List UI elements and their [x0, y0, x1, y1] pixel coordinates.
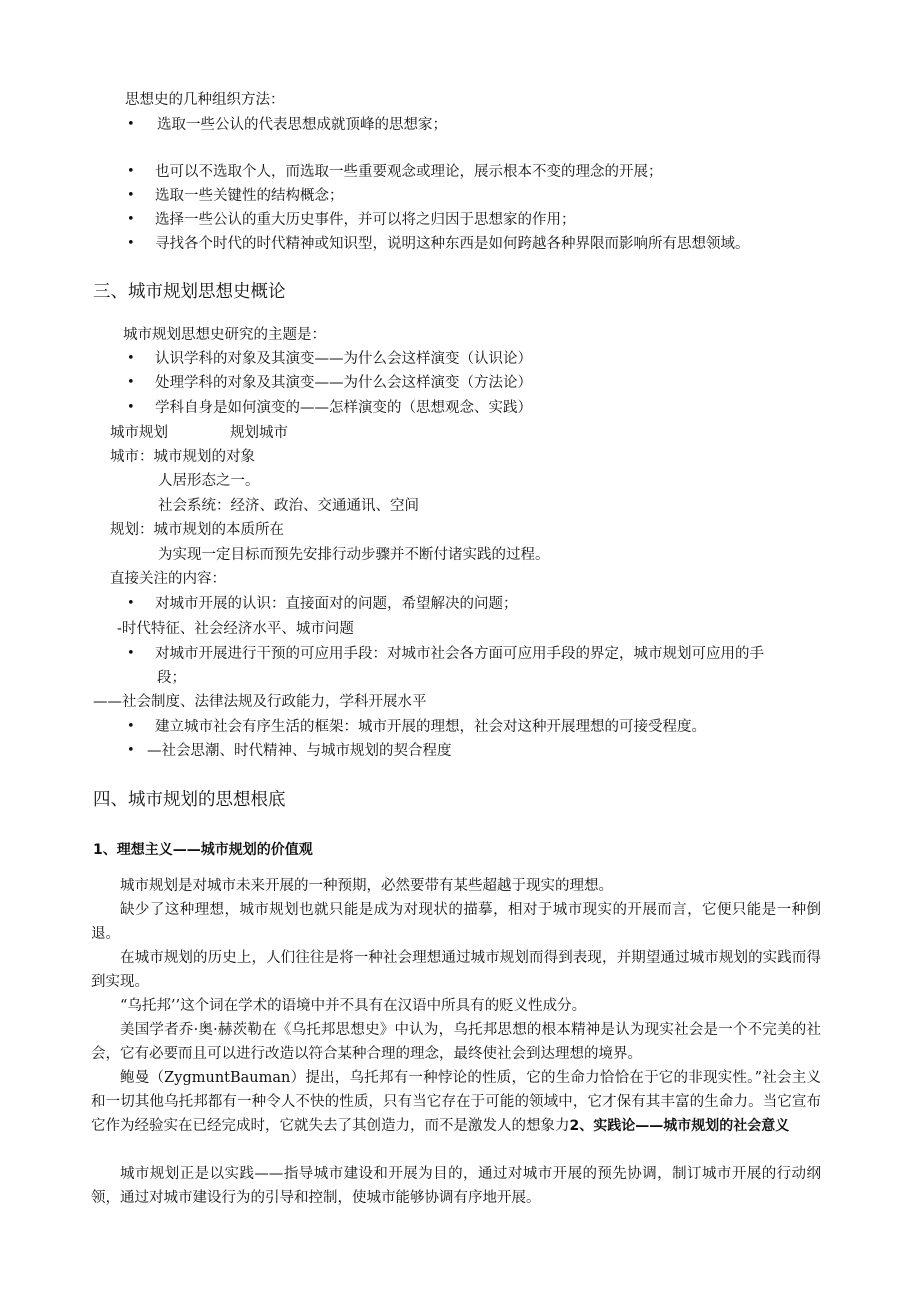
subsection-heading: 1、理想主义——城市规划的价值观: [93, 842, 313, 858]
list-item: 对城市开展的认识：直接面对的问题，希望解决的问题；: [155, 596, 518, 612]
bullet-icon: •: [127, 719, 135, 734]
bullet-icon: •: [127, 375, 135, 390]
list-item: 也可以不选取个人，而选取一些重要观念或理论，展示根本不变的理念的开展；: [155, 164, 663, 180]
list-item-continued: 段；: [157, 670, 186, 686]
list-item: 建立城市社会有序生活的框架：城市开展的理想，社会对这种开展理想的可接受程度。: [155, 719, 706, 735]
planning-detail: 为实现一定目标而预先安排行动步骤并不断付诸实践的过程。: [158, 547, 550, 563]
list-item: 学科自身是如何演变的——怎样演变的（思想观念、实践）: [155, 400, 532, 416]
bullet-icon: •: [127, 743, 135, 758]
list-item-note: -时代特征、社会经济水平、城市问题: [117, 621, 354, 637]
list-item: 寻找各个时代的时代精神或知识型，说明这种东西是如何跨越各种界限而影响所有思想领域。: [155, 236, 750, 252]
bullet-icon: •: [127, 212, 135, 227]
bullet-icon: •: [127, 351, 135, 366]
section3-heading: 三、城市规划思想史概论: [93, 282, 286, 302]
list-item: 对城市开展进行干预的可应用手段：对城市社会各方面可应用手段的界定，城市规划可应用的手: [155, 646, 764, 662]
city-detail: 社会系统：经济、政治、交通通讯、空间: [158, 498, 419, 514]
bullet-icon: •: [127, 596, 135, 611]
paragraph: “乌托邦’’这个词在学术的语境中并不具有在汉语中所具有的贬义性成分。: [120, 998, 587, 1014]
city-detail: 人居形态之一。: [158, 473, 260, 489]
term-city-planning: 城市规划: [110, 425, 168, 441]
paragraph-text: 鲍曼（ZygmuntBauman）提出，乌托邦有一种悖论的性质，它的生命力恰恰在于它的非现实性。”社会主义和一切其他乌托邦都有一种令人不快的性质，只有当它存在于可能的领域中，它才保有其丰富的生命力。当它宣布它作为经验实在已经完成时，它就失去了其创造力，而不是激发人的想象力: [91, 1070, 821, 1134]
paragraph: 城市规划正是以实践——指导城市建设和开展为目的，通过对城市开展的预先协调，制订城市开展的行动纲领，通过对城市建设行为的引导和控制，使城市能够协调有序地开展。: [91, 1166, 821, 1206]
paragraph: 缺少了这种理想，城市规划也就只能是成为对现状的描摹，相对于城市现实的开展而言，它便只能是一种倒退。: [91, 902, 821, 942]
bullet-icon: •: [127, 400, 135, 415]
list-item: 选择一些公认的重大历史事件，并可以将之归因于思想家的作用；: [155, 212, 576, 228]
paragraph: 美国学者乔·奥·赫茨勒在《乌托邦思想史》中认为，乌托邦思想的根本精神是认为现实社会是一个不完美的社会，它有必要而且可以进行改造以符合某种合理的理念，最终使社会到达理想的境界。: [91, 1022, 821, 1062]
focus-heading: 直接关注的内容：: [110, 571, 226, 587]
section2-intro: 思想史的几种组织方法：: [125, 92, 285, 108]
list-item: 认识学科的对象及其演变——为什么会这样演变（认识论）: [155, 351, 532, 367]
list-item: —社会思潮、时代精神、与城市规划的契合程度: [147, 743, 452, 759]
paragraph: 城市规划是对城市未来开展的一种预期，必然要带有某些超越于现实的理想。: [120, 878, 613, 894]
list-item: 处理学科的对象及其演变——为什么会这样演变（方法论）: [155, 375, 532, 391]
city-definition: 城市：城市规划的对象: [110, 449, 255, 465]
term-planning-city: 规划城市: [230, 425, 288, 441]
section3-intro: 城市规划思想史研究的主题是：: [123, 327, 326, 343]
paragraph: 在城市规划的历史上，人们往往是将一种社会理想通过城市规划而得到表现，并期望通过城市规划的实践而得到实现。: [91, 950, 821, 990]
list-item: 选取一些关键性的结构概念；: [155, 188, 344, 204]
section4-heading: 四、城市规划的思想根底: [93, 790, 286, 810]
list-item-note: ——社会制度、法律法规及行政能力，学科开展水平: [93, 694, 427, 710]
planning-definition: 规划：城市规划的本质所在: [110, 522, 284, 538]
bullet-icon: •: [127, 117, 135, 132]
bullet-icon: •: [127, 188, 135, 203]
subsection-heading: 2、实践论——城市规划的社会意义: [569, 1118, 790, 1134]
bullet-icon: •: [127, 164, 135, 179]
bullet-icon: •: [127, 236, 135, 251]
paragraph: [91, 1066, 821, 1138]
list-item: 选取一些公认的代表思想成就顶峰的思想家；: [157, 117, 447, 133]
bullet-icon: •: [127, 646, 135, 661]
